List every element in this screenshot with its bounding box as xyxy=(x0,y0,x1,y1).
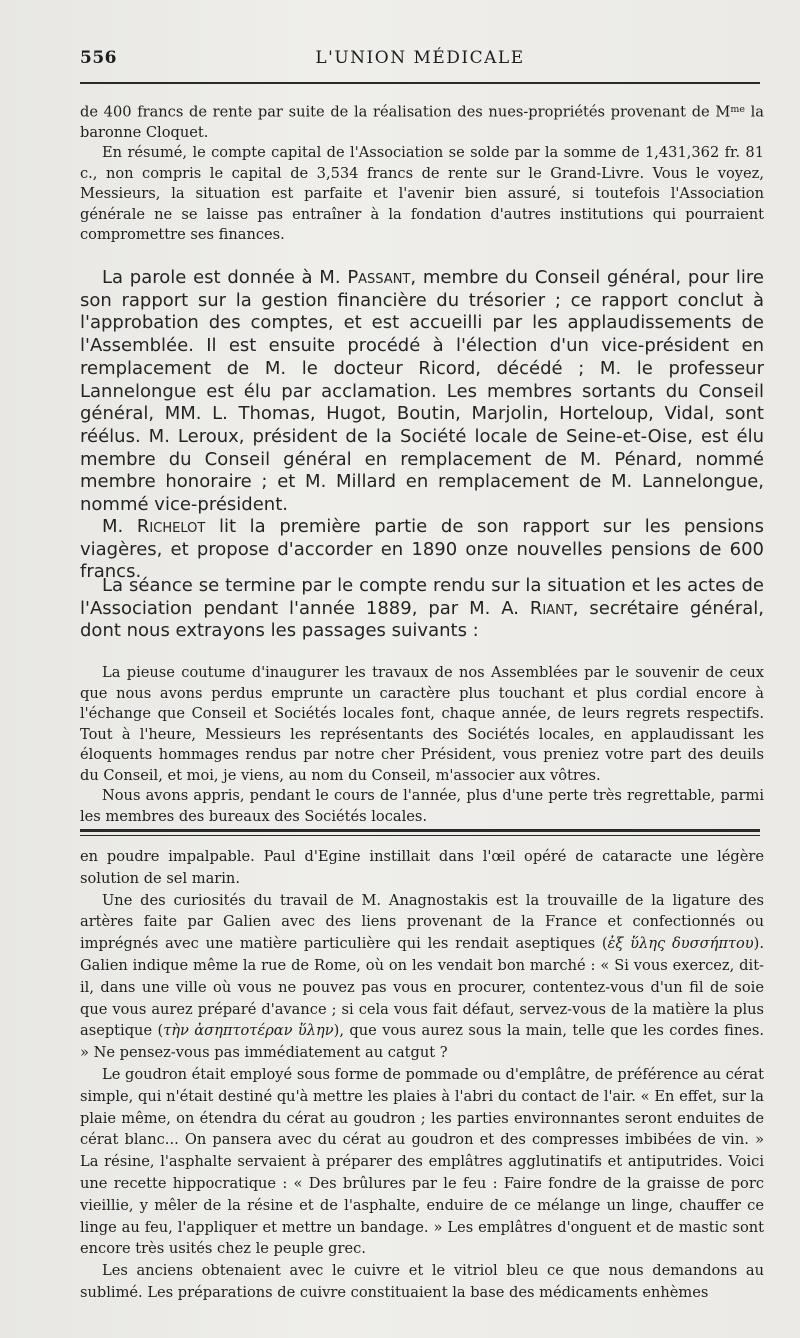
paragraph-tar: Le goudron était employé sous forme de pommade ou d'emplâtre, de préférence au cérat simple, qui n'était destiné qu'à mettre les plaies à l'abri du contact de l'air. « En effet, sur la plaie même, on étendra du cérat au goudron ; les parties environnantes seront enduites de cérat blanc... On pansera avec du cérat au goudron et des compresses imbibées de vin. » La résine, l'asphalte servaient à préparer des emplâtres agglutinatifs et antiputrides. Voici une recette hippocratique : « Des brûlures par le feu : Faire fondre de la graisse de porc vieillie, y mêler de la résine et de l'asphalte, enduire de ce mélange un linge, chauffer ce linge au feu, l'appliquer et mettre un bandage. » Les emplâtres d'onguent et de mastic sont encore très usités chez le peuple grec. xyxy=(80,1065,764,1258)
paragraph-legacy: de 400 francs de rente par suite de la réalisation des nues-propriétés provenant de $M^{me}$ la baronne Cloquet. xyxy=(80,103,764,141)
name-richelot: Richelot xyxy=(136,516,206,537)
meeting-report-paragraph-1: La parole est donnée à M. Passant, membre du Conseil général, pour lire son rapport sur la gestion financière du trésorier ; ce rapport conclut à l'approbation des comptes, et est accueilli par les applaudissements de l'Assemblée. Il est ensuite procédé à l'élection d'un vice-président en remplacement de M. le docteur Ricord, décédé ; M. le professeur Lannelongue est élu par acclamation. Les membres sortants du Conseil général, MM. L. Thomas, Hugot, Boutin, Marjolin, Horteloup, Vidal, sont réélus. M. Leroux, président de la Société locale de Seine-et-Oise, est élu membre du Conseil général en remplacement de M. Pénard, nommé membre honoraire ; et M. Millard en remplacement de M. Lannelongue, nommé vice-président. xyxy=(80,267,764,516)
quote-paragraph-2: Nous avons appris, pendant le cours de l'année, plus d'une perte très regrettable, parmi les membres des bureaux des Sociétés locales. xyxy=(80,787,764,825)
quote-paragraph-1: La pieuse coutume d'inaugurer les travaux de nos Assemblées par le souvenir de ceux que nous avons perdus emprunte un caractère plus touchant et plus cordial encore à l'échange que Conseil et Sociétés locales font, chaque année, de leurs regrets respectifs. Tout à l'heure, Messieurs les représentants des Sociétés locales, en applaudissant les éloquents hommages rendus par notre cher Président, vous preniez votre part des deuils du Conseil, et moi, je viens, au nom du Conseil, m'associer aux vôtres. xyxy=(80,664,764,784)
meeting-report-paragraph-2: M. Richelot lit la première partie de son rapport sur les pensions viagères, et propose d'accorder en 1890 onze nouvelles pensions de 600 francs. xyxy=(80,516,764,583)
page-number: 556 xyxy=(80,48,117,68)
paragraph-copper: Les anciens obtenaient avec le cuivre et le vitriol bleu ce que nous demandons au sublimé. Les préparations de cuivre constituaient la base des médicaments enhèmes xyxy=(80,1262,764,1301)
medical-history-article xyxy=(80,846,764,1304)
running-title: L'UNION MÉDICALE xyxy=(315,48,525,68)
header-rule xyxy=(80,82,760,84)
name-riant: Riant xyxy=(529,597,573,619)
paragraph-eye-solution: en poudre impalpable. Paul d'Egine instillait dans l'œil opéré de cataracte une légère solution de sel marin. xyxy=(80,848,764,887)
paragraph-ligature: Une des curiosités du travail de M. Anagnostakis est la trouvaille de la ligature des artères faite par Galien avec des liens provenant de la France et confectionnés ou imprégnés avec une matière particulière qui les rendait aseptiques (ἐξ ὕλης δυσσήπτου). Galien indique même la rue de Rome, où on les vendait bon marché : « Si vous exercez, dit-il, dans une ville où vous ne pouvez pas vous en procurer, contentez-vous d'un fil de soie que vous aurez préparé d'avance ; si cela vous fait défaut, servez-vous de la matière la plus aseptique (τὴν ἀσηπτοτέραν ὕλην), que vous aurez sous la main, telle que les cordes fines. » Ne pensez-vous pas immédiatement au catgut ? xyxy=(80,891,764,1062)
section-divider xyxy=(80,829,760,832)
paragraph-summary: En résumé, le compte capital de l'Association se solde par la somme de 1,431,362 fr. 81 c., non compris le capital de 3,534 francs de rente sur le Grand-Livre. Vous le voyez, Messieurs, la situation est parfaite et l'avenir bien assuré, si toutefois l'Association générale ne se laisse pas entraîner à la fondation d'autres institutions qui pourraient compromettre ses finances. xyxy=(80,144,764,244)
page-header xyxy=(80,48,760,74)
treasurer-report-end xyxy=(80,100,764,246)
quoted-extract xyxy=(80,663,764,827)
greek-phrase-2: τὴν ἀσηπτοτέραν ὕλην xyxy=(163,1022,334,1040)
name-passant: Passant xyxy=(347,267,411,288)
greek-phrase-1: ἐξ ὕλης δυσσήπτου xyxy=(607,935,754,953)
section-divider-thin xyxy=(80,835,760,836)
meeting-report-paragraph-3: La séance se termine par le compte rendu sur la situation et les actes de l'Association pendant l'année 1889, par M. A. Riant, secrétaire général, dont nous extrayons les passages suivants : xyxy=(80,575,764,642)
